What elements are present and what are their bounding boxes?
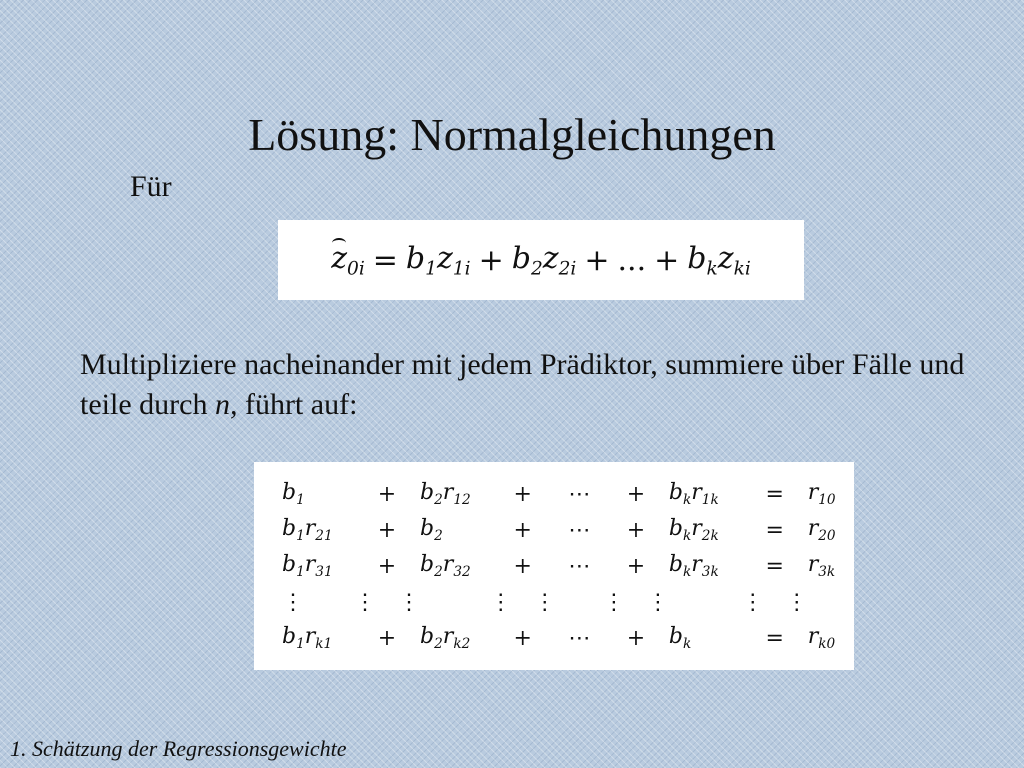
equation-cell: ⋯ bbox=[568, 517, 591, 543]
equation-cell: ⋯ bbox=[568, 553, 591, 579]
equation-cell: $b_kr_{1k}$ bbox=[668, 480, 719, 508]
equation-cell: ⋮ bbox=[282, 589, 304, 615]
hat-accent: z bbox=[331, 240, 347, 276]
n-variable: n, bbox=[214, 388, 238, 421]
plus-sign: + bbox=[584, 242, 610, 278]
slide-title: Lösung: Normalgleichungen bbox=[248, 109, 776, 160]
plus-sign: + bbox=[654, 242, 680, 278]
equation-cell: $b_k$ bbox=[668, 624, 692, 652]
regression-formula bbox=[278, 220, 804, 300]
intro-word: Für bbox=[130, 170, 172, 203]
equation-cell: $r_{k0}$ bbox=[807, 624, 836, 652]
equations-table bbox=[282, 476, 854, 656]
equation-cell: $r_{3k}$ bbox=[807, 552, 836, 580]
equation-row bbox=[282, 476, 854, 512]
equation-cell: ⋮ ⋮ bbox=[741, 589, 808, 615]
equation-cell: + bbox=[377, 553, 397, 579]
equation-row bbox=[282, 620, 854, 656]
equation-cell: + bbox=[377, 517, 397, 543]
equation-cell: + bbox=[513, 517, 532, 543]
equation-cell: = bbox=[765, 553, 784, 579]
equation-row bbox=[282, 512, 854, 548]
equation-cell: + bbox=[377, 481, 397, 507]
plus-sign: + bbox=[478, 242, 504, 278]
equation-cell: $b_kr_{3k}$ bbox=[668, 552, 719, 580]
equation-cell: $b_2r_{32}$ bbox=[420, 552, 471, 580]
equation-cell: + bbox=[377, 625, 397, 651]
equation-cell: + bbox=[513, 625, 532, 651]
equation-cell: + bbox=[626, 517, 646, 543]
equation-cell: + bbox=[626, 625, 646, 651]
equation-cell: $r_{20}$ bbox=[807, 516, 836, 544]
body-text: Multipliziere nacheinander mit jedem Prädiktor, summiere über Fälle und teile durch n, führt auf: bbox=[80, 348, 965, 421]
normal-equations-system bbox=[254, 462, 854, 670]
equation-cell: $b_kr_{2k}$ bbox=[668, 516, 719, 544]
formula-term-k: $b_kz_{ki}$ bbox=[687, 240, 751, 280]
equation-cell: $b_2r_{k2}$ bbox=[420, 624, 471, 652]
equation-cell bbox=[808, 584, 854, 620]
equation-cell: = bbox=[765, 481, 784, 507]
footer-section-title: 1. Schätzung der Regressionsgewichte bbox=[10, 736, 347, 761]
equation-row bbox=[282, 548, 854, 584]
equation-cell: $b_1$ bbox=[282, 480, 305, 508]
equation-cell: = bbox=[765, 625, 784, 651]
equation-cell: ⋯ bbox=[568, 481, 591, 507]
equation-cell bbox=[420, 584, 490, 620]
equation-cell: $r_{10}$ bbox=[807, 480, 836, 508]
equation-cell: + bbox=[626, 481, 646, 507]
equation-cell: $b_1r_{21}$ bbox=[282, 516, 333, 544]
equation-cell: $b_2$ bbox=[420, 516, 443, 544]
formula-term-1: $b_1z_{1i}$ bbox=[405, 240, 471, 280]
equation-cell: + bbox=[626, 553, 646, 579]
equation-cell: + bbox=[513, 553, 532, 579]
equation-row bbox=[282, 584, 854, 620]
equals-sign: = bbox=[372, 242, 398, 278]
equation-cell bbox=[556, 584, 603, 620]
equation-cell: $b_1r_{31}$ bbox=[282, 552, 333, 580]
equation-cell: ⋮ ⋮ bbox=[489, 589, 556, 615]
equation-cell: = bbox=[765, 517, 784, 543]
formula-dots: ... bbox=[617, 242, 647, 278]
equation-cell: $b_2r_{12}$ bbox=[420, 480, 471, 508]
equation-cell bbox=[669, 584, 742, 620]
equation-cell: ⋯ bbox=[568, 625, 591, 651]
formula-lhs: $z_{0i}$ bbox=[331, 240, 365, 280]
equation-cell: ⋮ ⋮ bbox=[602, 589, 669, 615]
equation-cell: $b_1r_{k1}$ bbox=[282, 624, 333, 652]
equation-cell: ⋮ ⋮ bbox=[354, 589, 421, 615]
formula-term-2: $b_2z_{2i}$ bbox=[511, 240, 577, 280]
equation-cell: + bbox=[513, 481, 532, 507]
